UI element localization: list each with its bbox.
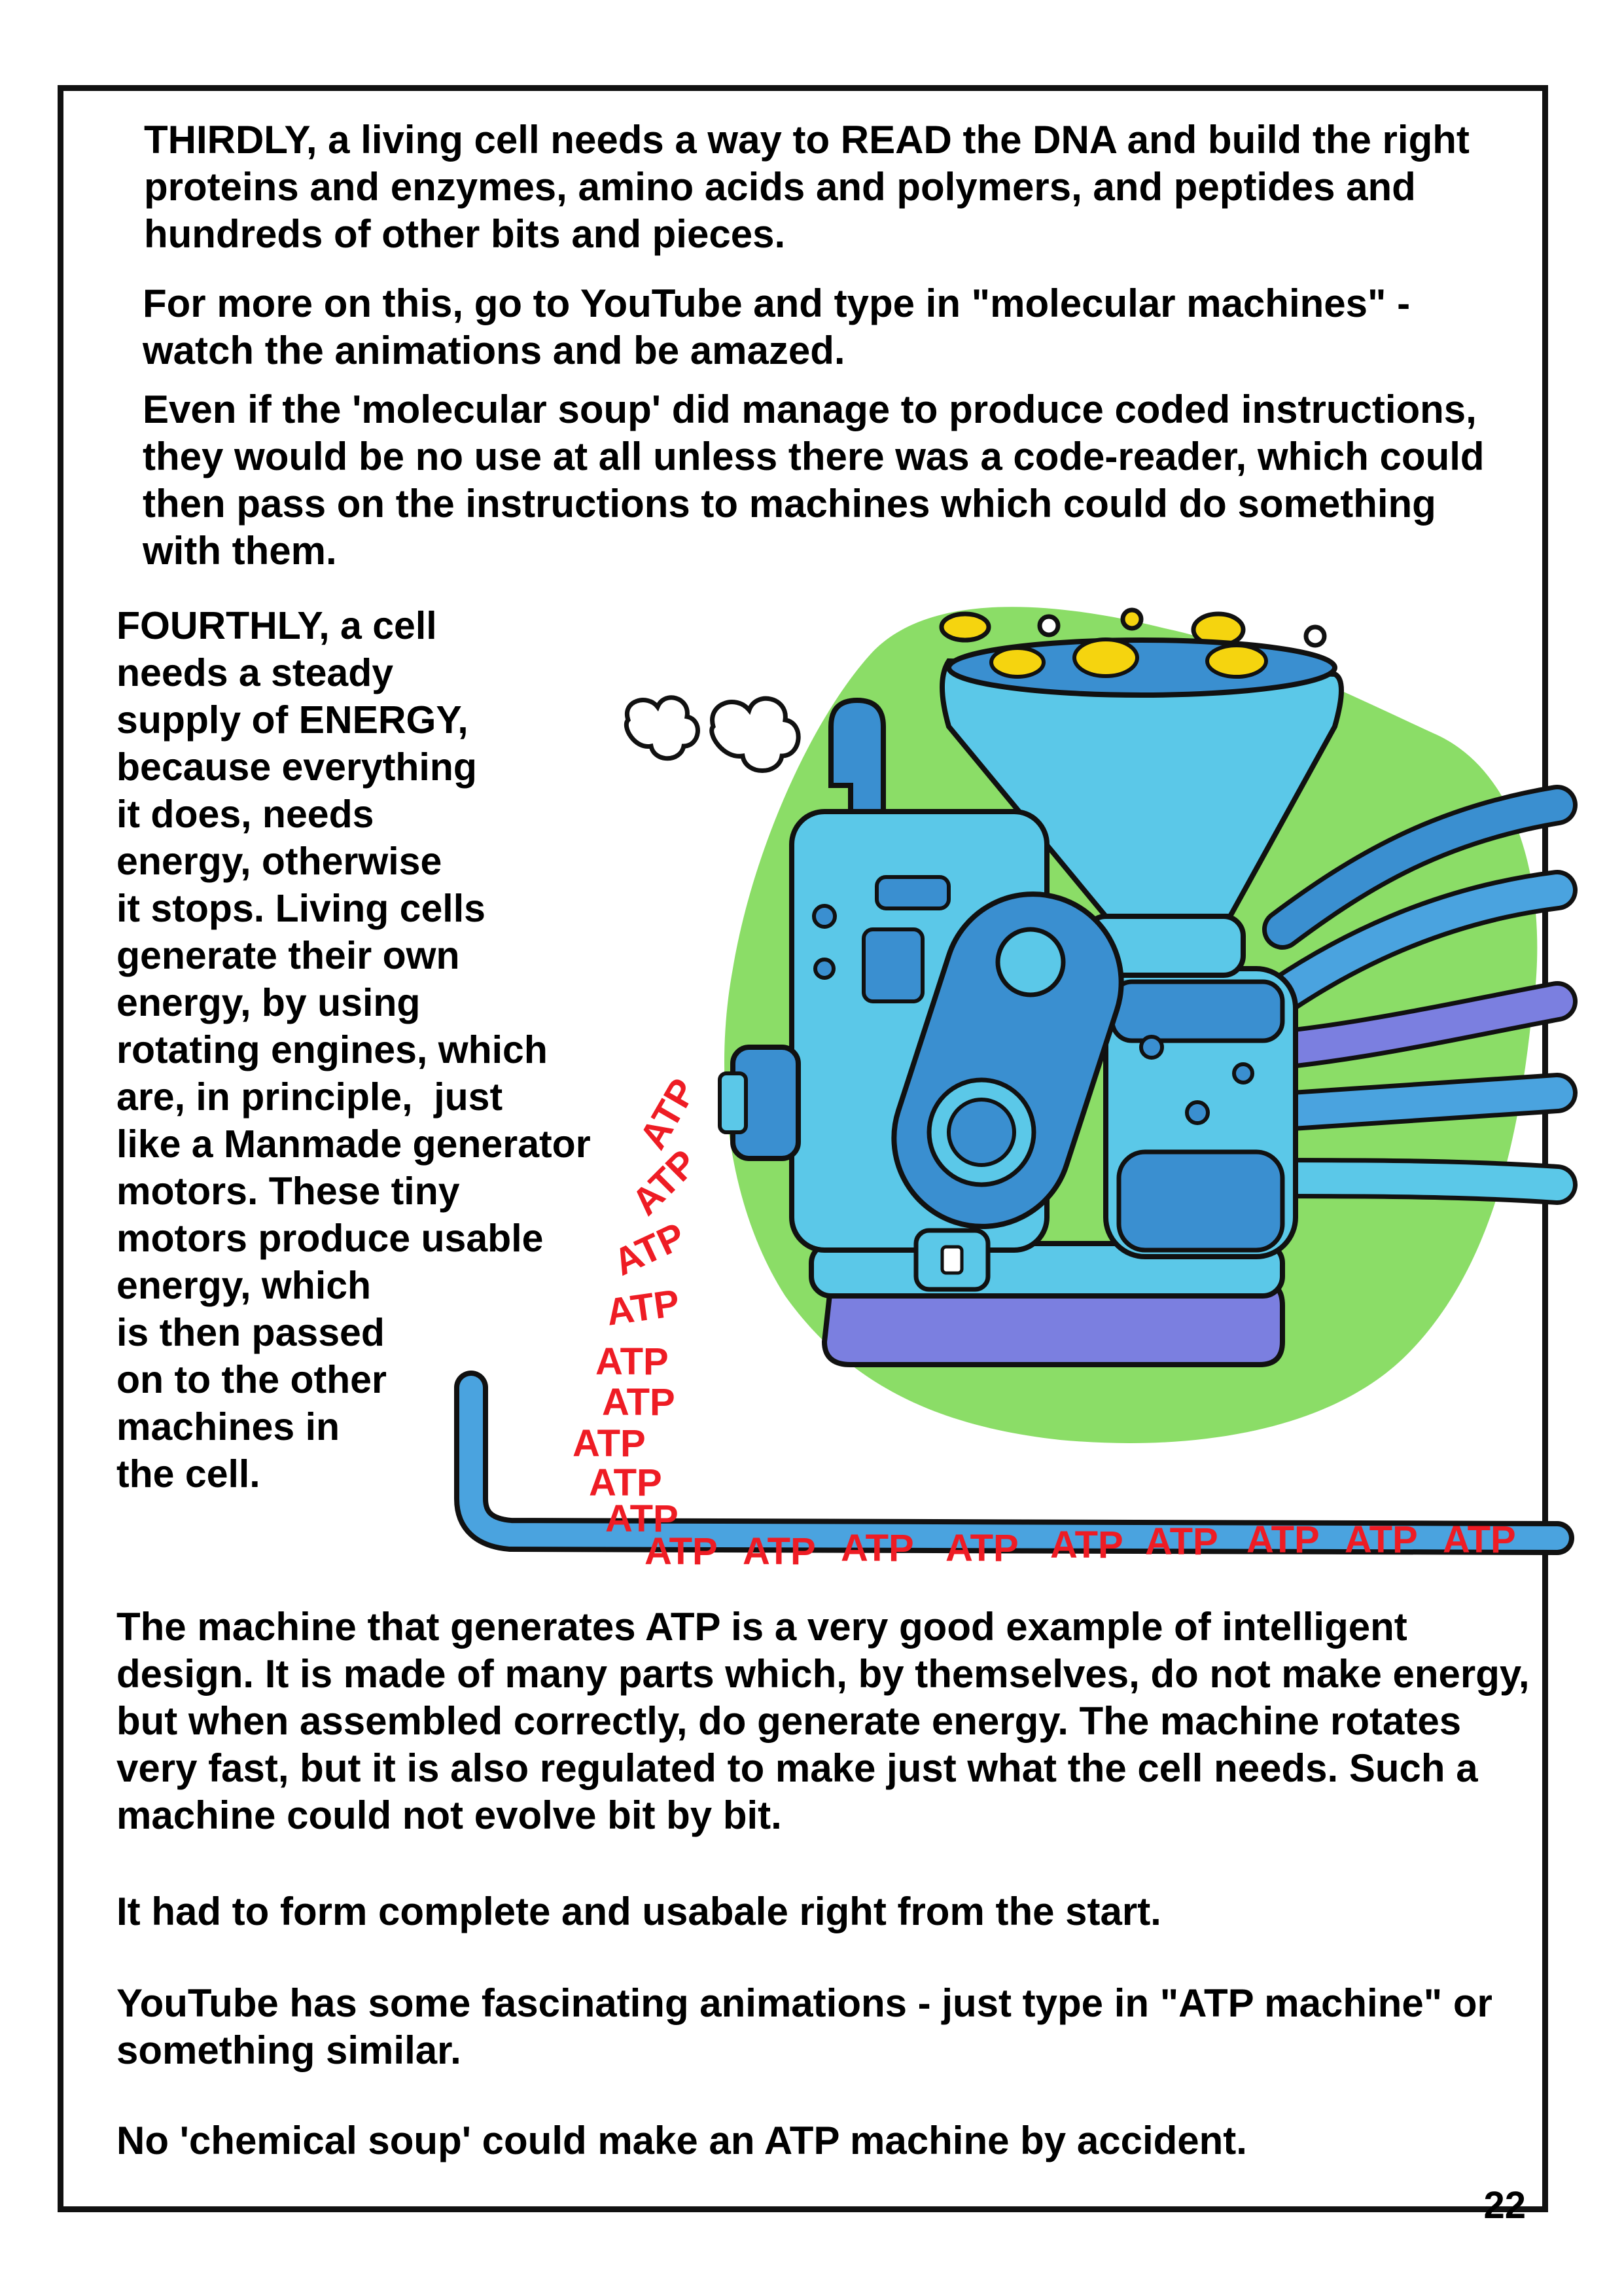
- fuel-blob: [942, 614, 989, 640]
- atp-label: ATP: [945, 1527, 1019, 1570]
- fourthly-line: on to the other: [116, 1358, 387, 1401]
- fuel-blob: [1040, 617, 1058, 635]
- fourthly-line: energy, by using: [116, 981, 421, 1024]
- rotor-wheel: [998, 929, 1063, 995]
- fourthly-line: motors produce usable: [116, 1217, 544, 1260]
- fourthly-line: machines in: [116, 1405, 340, 1448]
- fuel-blob: [1123, 610, 1141, 628]
- atp-label: ATP: [841, 1527, 914, 1570]
- paragraph-youtube-molecular: For more on this, go to YouTube and type in "molecular machines" - watch the animations and be amazed.: [143, 281, 1411, 372]
- atp-label: ATP: [1050, 1524, 1123, 1566]
- fourthly-line: energy, otherwise: [116, 840, 442, 883]
- atp-label: ATP: [1345, 1518, 1418, 1561]
- paragraph-atp-machine: The machine that generates ATP is a very good example of intelligent design. It is made of many parts which, by themselves, do not make energy, but when assembled correctly, do generate energy. The machine rotates very fast, but it is also regulated to make just what the cell needs. Such a machine could not evolve bit by bit.: [116, 1605, 1530, 1837]
- fourthly-line: the cell.: [116, 1452, 260, 1496]
- steam-puff: [712, 698, 798, 770]
- page-number: 22: [1483, 2184, 1526, 2227]
- fourthly-line: because everything: [116, 745, 477, 789]
- atp-label: ATP: [607, 1214, 692, 1284]
- atp-label: ATP: [603, 1281, 682, 1334]
- atp-label: ATP: [573, 1422, 646, 1465]
- fourthly-line: are, in principle, just: [116, 1075, 503, 1119]
- fourthly-line: needs a steady: [116, 651, 394, 694]
- fourthly-line: supply of ENERGY,: [116, 698, 468, 742]
- fourthly-line: motors. These tiny: [116, 1170, 460, 1213]
- fourthly-line: is then passed: [116, 1311, 385, 1354]
- fourthly-line: like a Manmade generator: [116, 1122, 591, 1166]
- fourthly-line: generate their own: [116, 934, 460, 977]
- paragraph-youtube-atp: YouTube has some fascinating animations - just type in "ATP machine" or something similar.: [116, 1981, 1492, 2072]
- atp-label: ATP: [595, 1340, 669, 1383]
- paragraph-no-soup: No 'chemical soup' could make an ATP machine by accident.: [116, 2119, 1247, 2162]
- steam-puff: [626, 698, 697, 759]
- fourthly-line: it stops. Living cells: [116, 887, 485, 930]
- atp-label: ATP: [1443, 1518, 1516, 1561]
- atp-label: ATP: [589, 1462, 662, 1504]
- atp-label: ATP: [631, 1071, 705, 1157]
- atp-label: ATP: [1145, 1520, 1218, 1563]
- paragraph-complete: It had to form complete and usabale right from the start.: [116, 1890, 1161, 1933]
- fourthly-line: FOURTHLY, a cell: [116, 604, 437, 647]
- atp-label: ATP: [644, 1530, 718, 1573]
- atp-label: ATP: [605, 1498, 679, 1540]
- paragraph-molecular-soup: Even if the 'molecular soup' did manage to produce coded instructions, they would be no use at all unless there was a code-reader, which could then pass on the instructions to machines which could do something with them.: [143, 387, 1485, 573]
- atp-label: ATP: [624, 1141, 706, 1224]
- paragraph-thirdly: THIRDLY, a living cell needs a way to READ the DNA and build the right proteins and enzymes, amino acids and polymers, and peptides and hundreds of other bits and pieces.: [144, 118, 1470, 256]
- atp-label: ATP: [602, 1381, 675, 1424]
- fourthly-line: rotating engines, which: [116, 1028, 548, 1071]
- atp-label: ATP: [1246, 1518, 1320, 1561]
- fourthly-line: it does, needs: [116, 793, 374, 836]
- fourthly-line: energy, which: [116, 1264, 372, 1307]
- fuel-blob: [1306, 627, 1324, 645]
- atp-label: ATP: [743, 1530, 816, 1573]
